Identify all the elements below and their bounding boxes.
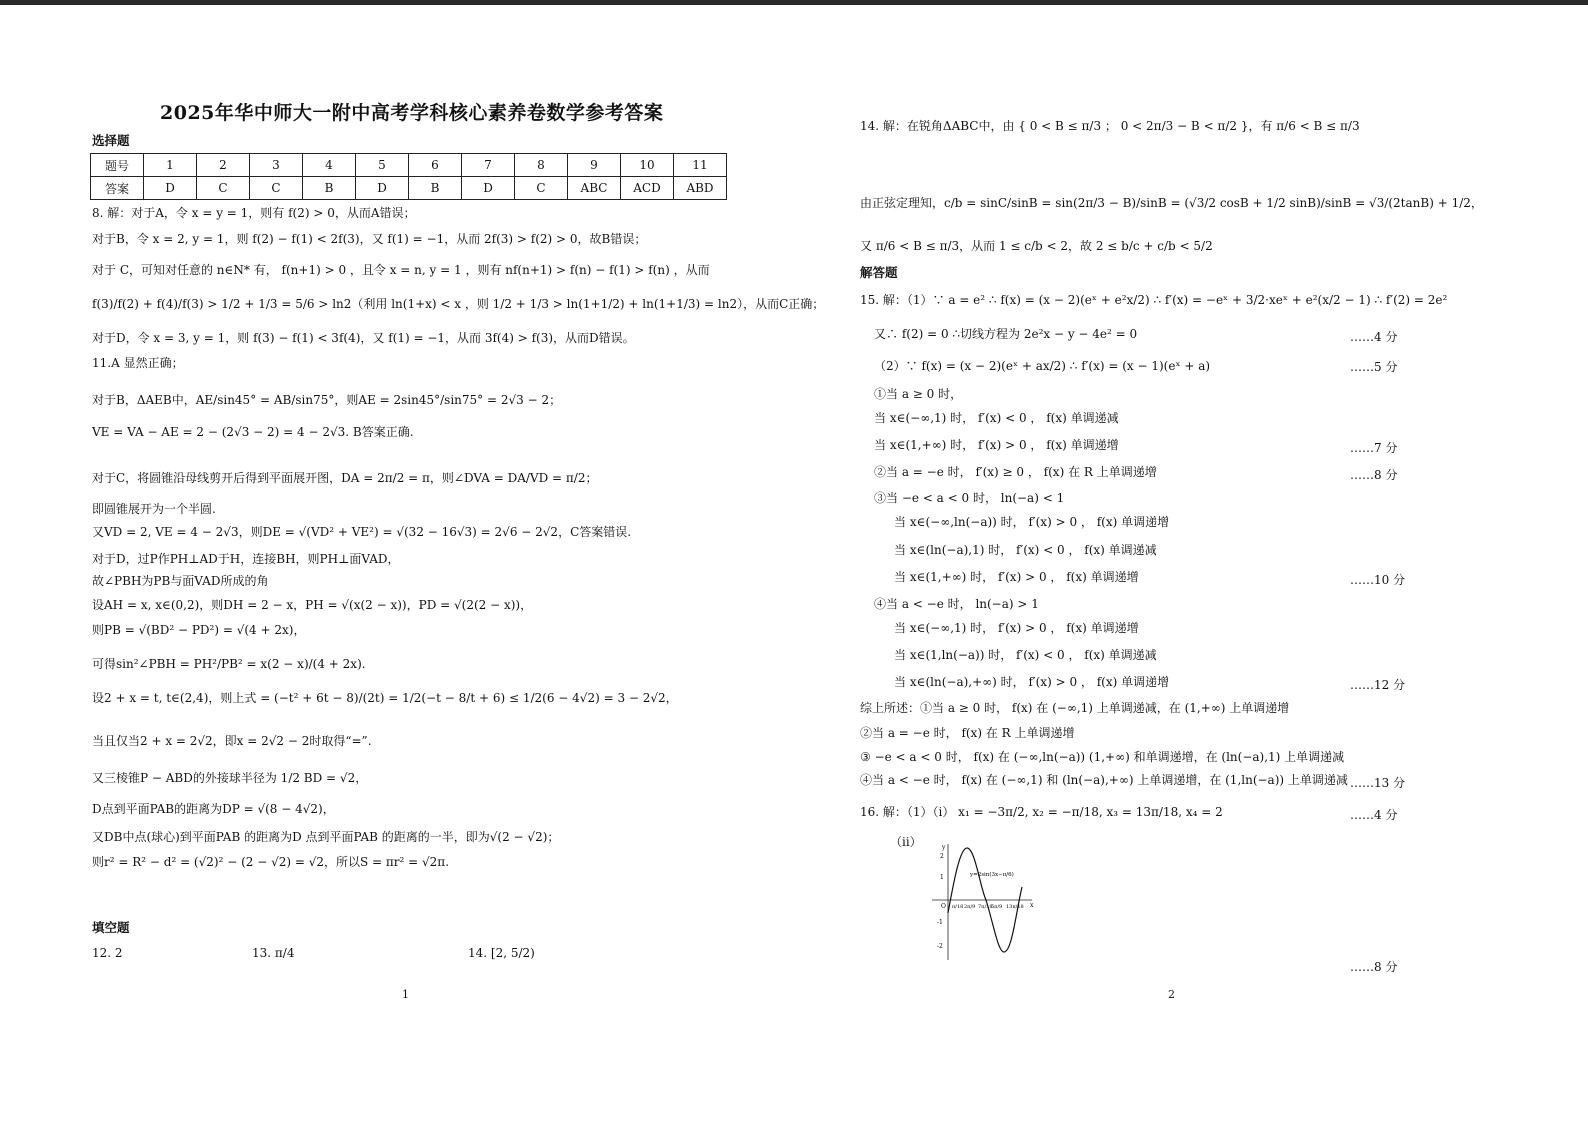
solution-line: ③ −e < a < 0 时， f(x) 在 (−∞,ln(−a)) (1,+∞) 和单调递增，在 (ln(−a),1) 上单调递减: [860, 750, 1345, 764]
section-choice: 选择题: [92, 133, 130, 148]
solution-line: 当 x∈(−∞,ln(−a)) 时， f′(x) > 0 ， f(x) 单调递增: [894, 515, 1170, 529]
table-cell: 11: [674, 154, 727, 177]
axis-label: y: [942, 844, 946, 851]
solution-line: 11.A 显然正确；: [92, 356, 184, 370]
solution-line: 即圆锥展开为一个半圆.: [92, 502, 216, 516]
score: ……5 分: [1350, 360, 1398, 374]
page-2: [790, 0, 1588, 1123]
table-cell: 7: [462, 154, 515, 177]
solution-line: ③当 −e < a < 0 时， ln(−a) < 1: [874, 491, 1065, 505]
solution-line: 设AH = x, x∈(0,2)，则DH = 2 − x，PH = √(x(2 − x))，PD = √(2(2 − x))，: [92, 598, 533, 612]
fill-answer-13: 13. π/4: [252, 946, 295, 960]
solution-line: 故∠PBH为PB与面VAD所成的角: [92, 574, 269, 588]
solution-line: 16. 解：（1）（i） x₁ = −3π/2, x₂ = −π/18, x₃ = 13π/18, x₄ = 2: [860, 805, 1223, 819]
tick-label: -2: [937, 943, 943, 950]
solution-line: 当 x∈(−∞,1) 时， f′(x) < 0 ， f(x) 单调递减: [874, 411, 1119, 425]
table-cell: D: [144, 177, 197, 200]
table-cell: C: [197, 177, 250, 200]
score: ……8 分: [1350, 960, 1398, 974]
solution-line: 当 x∈(−∞,1) 时， f′(x) > 0 ， f(x) 单调递增: [894, 621, 1139, 635]
tick-label: π/18: [952, 904, 964, 910]
axis-label: x: [1030, 902, 1034, 909]
solution-line: 对于B，ΔAEB中，AE/sin45° = AB/sin75°，则AE = 2sin45°/sin75° = 2√3 − 2；: [92, 393, 562, 407]
section-solution: 解答题: [860, 265, 898, 280]
score: ……7 分: [1350, 441, 1398, 455]
solution-line: 对于D，令 x = 3, y = 1，则 f(3) − f(1) < 3f(4)，又 f(1) = −1，从而 3f(4) > f(3)，从而D错误。: [92, 331, 635, 345]
solution-line: 15. 解：（1）∵ a = e² ∴ f(x) = (x − 2)(eˣ + e²x/2) ∴ f′(x) = −eˣ + 3/2·xeˣ + e²(x/2 − 1) ∴ f′(2) = 2e²: [860, 293, 1448, 307]
solution-line: 可得sin²∠PBH = PH²/PB² = x(2 − x)/(4 + 2x).: [92, 657, 366, 671]
solution-line: ④当 a < −e 时， f(x) 在 (−∞,1) 和 (ln(−a),+∞) 上单调递增，在 (1,ln(−a)) 上单调递减: [860, 773, 1348, 787]
table-cell: ACD: [621, 177, 674, 200]
solution-line: 又 π/6 < B ≤ π/3，从而 1 ≤ c/b < 2，故 2 ≤ b/c + c/b < 5/2: [860, 239, 1213, 253]
solution-line: （ii）: [890, 835, 922, 849]
solution-line: （2）∵ f(x) = (x − 2)(eˣ + ax/2) ∴ f′(x) = (x − 1)(eˣ + a): [874, 359, 1211, 373]
table-cell: D: [462, 177, 515, 200]
solution-line: 由正弦定理知，c/b = sinC/sinB = sin(2π/3 − B)/sinB = (√3/2 cosB + 1/2 sinB)/sinB = √3/(2tanB) + 1/2，: [860, 196, 1483, 210]
solution-line: 8. 解：对于A，令 x = y = 1，则有 f(2) > 0，从而A错误；: [92, 206, 416, 220]
solution-line: 当 x∈(ln(−a),1) 时， f′(x) < 0 ， f(x) 单调递减: [894, 543, 1157, 557]
solution-line: ②当 a = −e 时， f′(x) ≥ 0 ， f(x) 在 R 上单调递增: [874, 465, 1157, 479]
score: ……4 分: [1350, 808, 1398, 822]
table-cell: 1: [144, 154, 197, 177]
solution-line: 则r² = R² − d² = (√2)² − (2 − √2) = √2，所以S = πr² = √2π.: [92, 855, 450, 869]
table-cell: B: [303, 177, 356, 200]
solution-line: 又∴ f(2) = 0 ∴切线方程为 2e²x − y − 4e² = 0: [874, 327, 1138, 341]
table-cell: C: [250, 177, 303, 200]
score: ……4 分: [1350, 330, 1398, 344]
solution-line: 综上所述：①当 a ≥ 0 时， f(x) 在 (−∞,1) 上单调递减，在 (1,+∞) 上单调递增: [860, 701, 1290, 715]
answer-table: [90, 153, 727, 200]
table-cell: ABD: [674, 177, 727, 200]
solution-line: 又三棱锥P − ABD的外接球半径为 1/2 BD = √2，: [92, 771, 368, 785]
tick-label: 2π/9: [964, 904, 976, 910]
solution-line: D点到平面PAB的距离为DP = √(8 − 4√2)，: [92, 802, 335, 816]
tick-label: -1: [937, 919, 943, 926]
solution-line: 当且仅当2 + x = 2√2，即x = 2√2 − 2时取得“=”.: [92, 734, 372, 748]
table-cell: B: [409, 177, 462, 200]
solution-line: f(3)/f(2) + f(4)/f(3) > 1/2 + 1/3 = 5/6 > ln2（利用 ln(1+x) < x ，则 1/2 + 1/3 > ln(1+1/2) + ln(1+1/3) = ln2），从而C正确；: [92, 297, 825, 311]
solution-line: VE = VA − AE = 2 − (2√3 − 2) = 4 − 2√3. B答案正确.: [92, 425, 414, 439]
solution-line: 又VD = 2, VE = 4 − 2√3，则DE = √(VD² + VE²) = √(32 − 16√3) = 2√6 − 2√2，C答案错误.: [92, 525, 632, 539]
tick-label: 2: [940, 853, 944, 860]
table-cell: 3: [250, 154, 303, 177]
solution-line: 设2 + x = t, t∈(2,4)，则上式 = (−t² + 6t − 8)/(2t) = 1/2(−t − 8/t + 6) ≤ 1/2(6 − 4√2) = 3 − 2√2，: [92, 691, 678, 705]
solution-line: 对于 C，可知对任意的 n∈N* 有， f(n+1) > 0 ，且令 x = n, y = 1 ，则有 nf(n+1) > f(n) − f(1) > f(n) ，从而: [92, 263, 710, 277]
solution-line: 对于B，令 x = 2, y = 1，则 f(2) − f(1) < 2f(3)，又 f(1) = −1，从而 2f(3) > f(2) > 0，故B错误；: [92, 232, 647, 246]
table-cell: 2: [197, 154, 250, 177]
tick-label: 5π/9: [991, 904, 1003, 910]
score: ……12 分: [1350, 678, 1406, 692]
tick-label: 7π/18: [978, 904, 993, 910]
table-cell: D: [356, 177, 409, 200]
table-cell: 5: [356, 154, 409, 177]
solution-line: 当 x∈(1,+∞) 时， f′(x) > 0 ， f(x) 单调递增: [894, 570, 1139, 584]
fill-answer-14: 14. [2, 5/2): [468, 946, 535, 960]
tick-label: O: [941, 903, 946, 910]
table-cell: C: [515, 177, 568, 200]
solution-line: ①当 a ≥ 0 时，: [874, 387, 963, 401]
row-label: 题号: [91, 154, 144, 177]
table-cell: 6: [409, 154, 462, 177]
solution-line: 对于C，将圆锥沿母线剪开后得到平面展开图，DA = 2π/2 = π，则∠DVA = DA/VD = π/2；: [92, 471, 598, 485]
table-cell: 4: [303, 154, 356, 177]
tick-label: 1: [940, 874, 944, 881]
fill-answer-12: 12. 2: [92, 946, 123, 960]
table-cell: ABC: [568, 177, 621, 200]
table-cell: 10: [621, 154, 674, 177]
solution-line: 当 x∈(ln(−a),+∞) 时， f′(x) > 0 ， f(x) 单调递增: [894, 675, 1170, 689]
table-row-answers: [91, 177, 727, 200]
score: ……8 分: [1350, 468, 1398, 482]
page-number: 2: [1168, 988, 1175, 1001]
document-title: 2025年华中师大一附中高考学科核心素养卷数学参考答案: [160, 102, 664, 124]
solution-line: 则PB = √(BD² − PD²) = √(4 + 2x)，: [92, 623, 306, 637]
row-label: 答案: [91, 177, 144, 200]
solution-line: ④当 a < −e 时， ln(−a) > 1: [874, 597, 1039, 611]
solution-line: 14. 解：在锐角ΔABC中，由 { 0 < B ≤ π/3 ； 0 < 2π/3 − B < π/2 }，有 π/6 < B ≤ π/3: [860, 119, 1360, 133]
solution-line: 对于D，过P作PH⊥AD于H，连接BH，则PH⊥面VAD，: [92, 552, 400, 566]
table-cell: 8: [515, 154, 568, 177]
table-cell: 9: [568, 154, 621, 177]
solution-line: 又DB中点(球心)到平面PAB 的距离为D 点到平面PAB 的距离的一半，即为√(2 − √2)；: [92, 830, 560, 844]
sine-graph: [928, 842, 1038, 962]
score: ……13 分: [1350, 776, 1406, 790]
section-fill: 填空题: [92, 920, 130, 935]
curve-label: y=2sin(3x−π/6): [970, 872, 1014, 878]
tick-label: 13π/18: [1006, 904, 1024, 910]
solution-line: 当 x∈(1,ln(−a)) 时， f′(x) < 0 ， f(x) 单调递减: [894, 648, 1157, 662]
page-number: 1: [402, 988, 409, 1001]
solution-line: 当 x∈(1,+∞) 时， f′(x) > 0 ， f(x) 单调递增: [874, 438, 1119, 452]
table-row-numbers: [91, 154, 727, 177]
score: ……10 分: [1350, 573, 1406, 587]
solution-line: ②当 a = −e 时， f(x) 在 R 上单调递增: [860, 726, 1075, 740]
